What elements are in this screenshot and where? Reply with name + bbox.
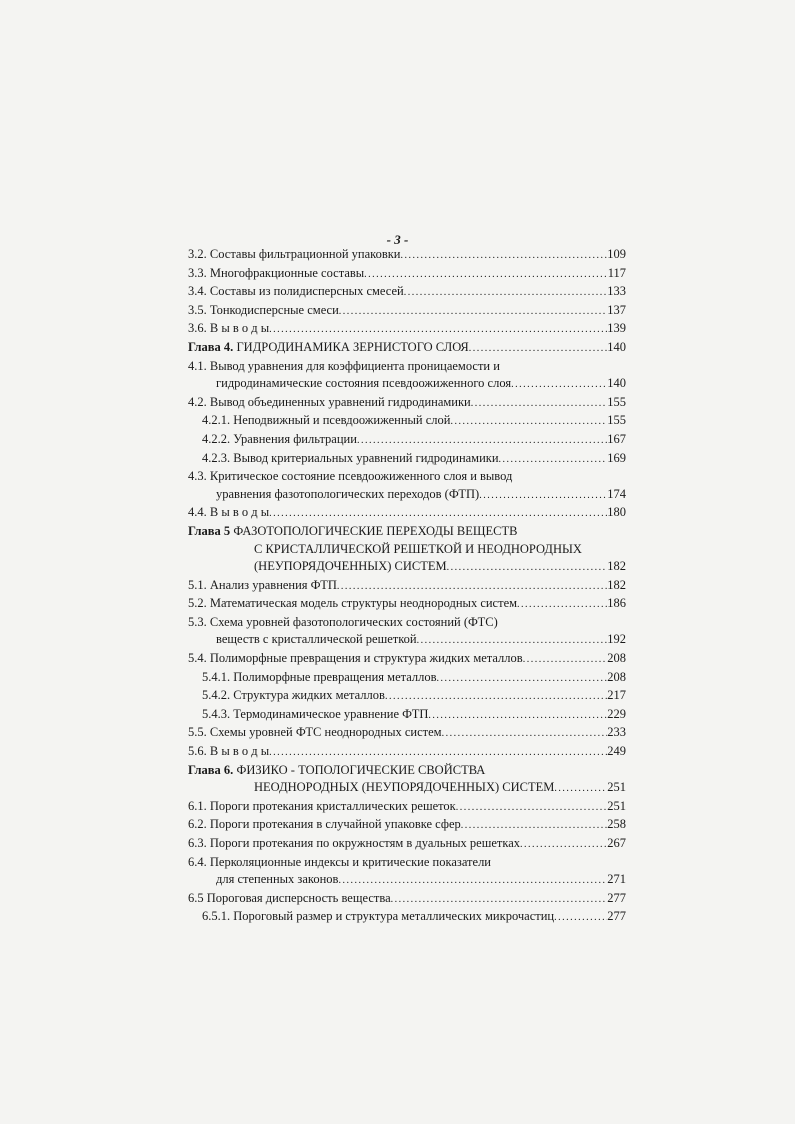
- toc-entry: [188, 375, 626, 394]
- toc-entry-title: 4.2.1. Неподвижный и псевдоожиженный слой: [202, 413, 451, 428]
- toc-entry-page: 109: [607, 247, 626, 261]
- toc-entry-title: 5.5. Схемы уровней ФТС неоднородных систем: [188, 725, 442, 740]
- toc-entry-page: 133: [607, 284, 626, 299]
- toc-entry-title: 3.4. Составы из полидисперсных смесей: [188, 284, 404, 299]
- toc-chapter: [188, 762, 626, 780]
- toc-entry-title: 3.6. В ы в о д ы: [188, 321, 270, 336]
- toc-entry: [188, 320, 626, 339]
- toc-entry-page: 192: [607, 632, 626, 647]
- toc-entry-title: 3.5. Тонкодисперсные смеси: [188, 302, 339, 317]
- toc-entry-title: (НЕУПОРЯДОЧЕННЫХ) СИСТЕМ: [254, 559, 447, 574]
- toc-entry-title: 4.2. Вывод объединенных уравнений гидродинамики: [188, 394, 471, 409]
- toc-entry: [188, 265, 626, 284]
- toc-entry: 4.3. Критическое состояние псевдоожиженного слоя и вывод: [188, 469, 513, 484]
- toc-entry-title: 6.3. Пороги протекания по окружностям в дуальных решетках: [188, 836, 521, 850]
- toc-entry-page: 174: [607, 486, 626, 501]
- toc-entry-title: веществ с кристаллической решеткой: [216, 632, 417, 647]
- toc-entry-title: 4.2.2. Уравнения фильтрации: [202, 431, 357, 446]
- toc-entry-page: 140: [607, 339, 626, 354]
- toc-entry-page: 169: [607, 450, 626, 465]
- toc-entry: [188, 706, 626, 725]
- toc-entry-title: 6.5 Пороговая дисперсность вещества: [188, 890, 391, 905]
- toc-entry-page: 167: [607, 431, 626, 446]
- table-of-contents: [188, 246, 626, 927]
- toc-entry-page: 182: [607, 577, 626, 592]
- toc-entry-page: 117: [607, 265, 626, 280]
- toc-entry-title: 5.4.3. Термодинамическое уравнение ФТП: [202, 706, 429, 721]
- toc-entry-page: 186: [607, 596, 626, 611]
- toc-entry: [188, 394, 626, 413]
- toc-entry: [188, 743, 626, 762]
- toc-entry-page: 182: [607, 559, 626, 574]
- toc-entry: [188, 577, 626, 596]
- toc-entry-page: 229: [607, 706, 626, 721]
- toc-entry: [188, 908, 626, 927]
- toc-entry: [188, 724, 626, 743]
- toc-entry-title: 5.1. Анализ уравнения ФТП: [188, 577, 337, 592]
- toc-entry-title: 3.2. Составы фильтрационной упаковки: [188, 247, 401, 261]
- toc-entry-title: 5.4.1. Полиморфные превращения металлов: [202, 669, 437, 684]
- toc-entry: 6.4. Перколяционные индексы и критические показатели: [188, 854, 491, 869]
- toc-entry-title: НЕОДНОРОДНЫХ (НЕУПОРЯДОЧЕННЫХ) СИСТЕМ: [254, 780, 555, 795]
- toc-entry: 4.1. Вывод уравнения для коэффициента проницаемости и: [188, 358, 500, 373]
- toc-entry-title: 5.4. Полиморфные превращения и структура жидких металлов: [188, 651, 523, 666]
- toc-entry-page: 258: [607, 817, 626, 832]
- toc-entry-title: 6.1. Пороги протекания кристаллических решеток: [188, 798, 456, 813]
- toc-entry-title: уравнения фазотопологических переходов (ФТП): [216, 486, 480, 501]
- toc-entry-page: 251: [607, 780, 626, 795]
- toc-entry: [188, 890, 626, 909]
- toc-entry-title: 3.3. Многофракционные составы: [188, 265, 365, 280]
- toc-entry-page: 155: [607, 394, 626, 409]
- toc-entry-title: 6.2. Пороги протекания в случайной упаковке сфер: [188, 817, 461, 832]
- toc-entry: [188, 798, 626, 817]
- toc-entry: [188, 871, 626, 890]
- toc-entry: [188, 450, 626, 469]
- toc-entry: [188, 650, 626, 669]
- toc-entry: [188, 283, 626, 302]
- toc-entry-title: 5.6. В ы в о д ы: [188, 744, 270, 759]
- toc-entry: 5.3. Схема уровней фазотопологических состояний (ФТС): [188, 614, 498, 629]
- toc-entry-page: 208: [607, 669, 626, 684]
- chapter-title-line: С КРИСТАЛЛИЧЕСКОЙ РЕШЕТКОЙ И НЕОДНОРОДНЫХ: [254, 541, 582, 556]
- toc-entry: [188, 595, 626, 614]
- toc-entry-title: гидродинамические состояния псевдоожиженного слоя: [216, 376, 512, 391]
- chapter-title: ФИЗИКО - ТОПОЛОГИЧЕСКИЕ СВОЙСТВА: [236, 762, 486, 777]
- toc-entry: [188, 412, 626, 431]
- toc-entry-page: 155: [607, 413, 626, 428]
- toc-entry-title: 4.4. В ы в о д ы: [188, 505, 270, 520]
- page-number: - 3 -: [386, 232, 409, 247]
- toc-entry-page: 277: [607, 890, 626, 905]
- toc-entry-title: 4.2.3. Вывод критериальных уравнений гидродинамики: [202, 450, 499, 465]
- toc-entry: [188, 687, 626, 706]
- toc-entry-page: 233: [607, 725, 626, 740]
- chapter-title: ФАЗОТОПОЛОГИЧЕСКИЕ ПЕРЕХОДЫ ВЕЩЕСТВ: [233, 523, 518, 538]
- chapter-title: ГИДРОДИНАМИКА ЗЕРНИСТОГО СЛОЯ: [236, 339, 469, 354]
- chapter-label: Глава 6.: [188, 762, 234, 777]
- toc-entry: [188, 816, 626, 835]
- chapter-label: Глава 5: [188, 523, 231, 538]
- toc-entry-page: 208: [607, 651, 626, 666]
- toc-entry: [188, 835, 626, 854]
- toc-entry: [188, 302, 626, 321]
- chapter-label: Глава 4.: [188, 339, 234, 354]
- toc-entry: [188, 779, 626, 798]
- toc-entry-page: 271: [607, 872, 626, 887]
- toc-entry-page: 277: [607, 909, 626, 924]
- toc-entry-page: 267: [607, 836, 626, 850]
- toc-entry: [188, 246, 626, 265]
- toc-entry-page: 251: [607, 798, 626, 813]
- toc-entry: [188, 669, 626, 688]
- toc-entry-page: 180: [607, 505, 626, 520]
- toc-entry: [188, 431, 626, 450]
- toc-entry: [188, 631, 626, 650]
- toc-entry-page: 137: [607, 302, 626, 317]
- toc-entry-title: 5.2. Математическая модель структуры неоднородных систем: [188, 596, 518, 611]
- toc-entry: [188, 486, 626, 505]
- toc-entry-page: 139: [607, 321, 626, 336]
- toc-entry-page: 217: [607, 688, 626, 703]
- toc-chapter: [188, 523, 626, 541]
- toc-entry-title: 6.5.1. Пороговый размер и структура металлических микрочастиц: [202, 909, 555, 924]
- toc-entry: [188, 558, 626, 577]
- toc-entry-page: 249: [607, 744, 626, 759]
- toc-entry-title: для степенных законов: [216, 872, 339, 887]
- toc-entry-title: 5.4.2. Структура жидких металлов: [202, 688, 385, 703]
- toc-chapter: [188, 339, 626, 358]
- toc-entry: [188, 504, 626, 523]
- toc-entry-page: 140: [607, 376, 626, 391]
